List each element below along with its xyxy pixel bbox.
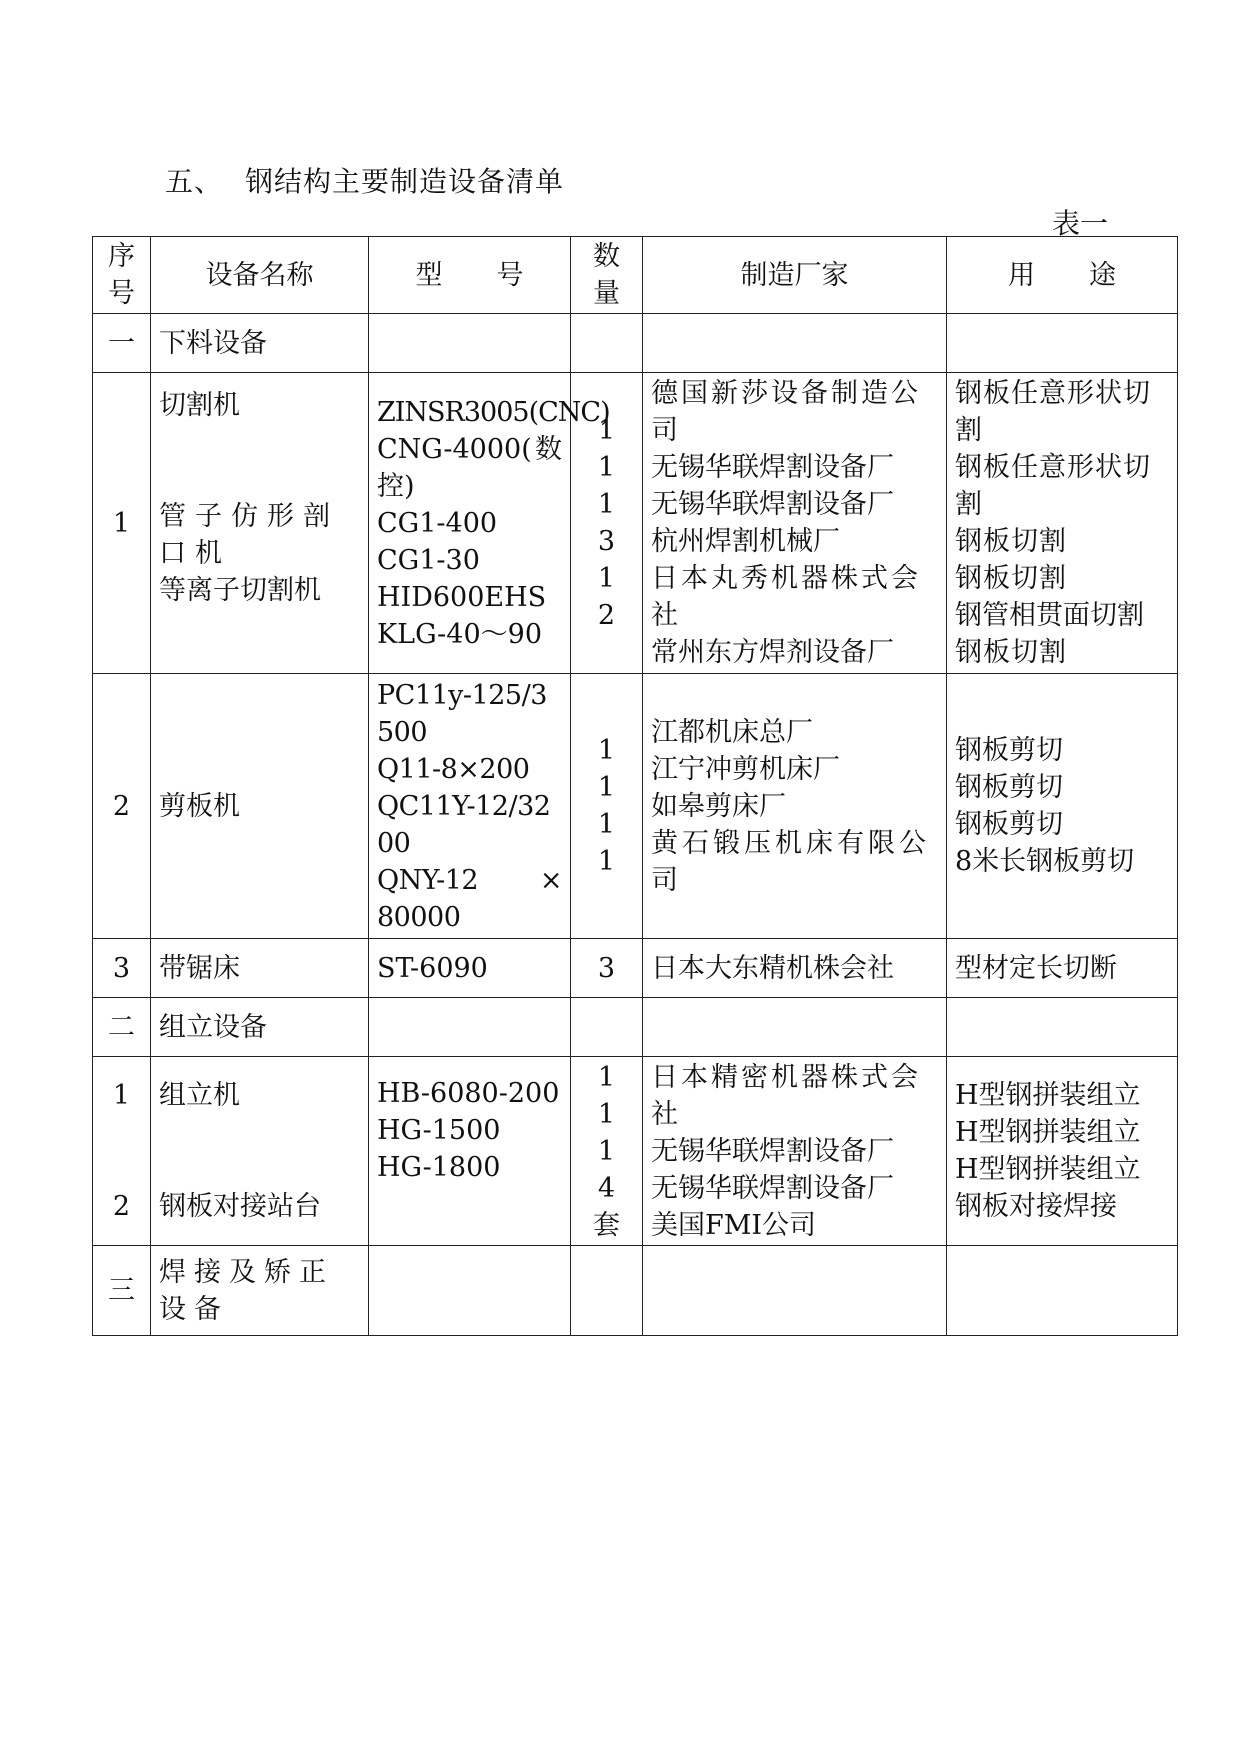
header-qty: 数 量 — [571, 237, 643, 314]
row-makers: 江都机床总厂 江宁冲剪机床厂 如皋剪床厂 黄石锻压机床有限公司 — [643, 674, 947, 939]
row-qty: 1 1 1 3 1 2 — [571, 373, 643, 674]
model-item: 控) — [377, 470, 415, 502]
table-row — [93, 939, 1178, 998]
table-header-row — [93, 237, 1178, 314]
section-name: 组立设备 — [151, 998, 369, 1057]
row-maker: 日本大东精机株会社 — [643, 939, 947, 998]
section-seq: 二 — [93, 998, 151, 1057]
row-qty: 1 1 1 4 套 — [571, 1057, 643, 1246]
row-makers: 日本精密机器株式会社 无锡华联焊割设备厂 无锡华联焊割设备厂 美国FMI公司 — [643, 1057, 947, 1246]
page-heading — [165, 160, 564, 200]
row-uses: 钢板剪切 钢板剪切 钢板剪切 8米长钢板剪切 — [947, 674, 1178, 939]
section-seq: 一 — [93, 314, 151, 373]
row-qty: 3 — [571, 939, 643, 998]
row-models: PC11y-125/3500 Q11-8×200 QC11Y-12/3200 QNY-12 × 80000 — [369, 674, 571, 939]
heading-title: 钢结构主要制造设备清单 — [245, 165, 565, 198]
row-names: 组立机 钢板对接站台 — [151, 1057, 369, 1246]
model-item: CG1-400 — [377, 507, 498, 539]
heading-number: 五、 — [165, 165, 224, 198]
row-seqs: 1 2 — [93, 1057, 151, 1246]
name-item: 切割机 — [159, 390, 240, 421]
row-seq: 2 — [93, 674, 151, 939]
equipment-table — [92, 236, 1178, 1336]
name-item: 等离子切割机 — [159, 575, 321, 606]
model-item-wrapped: CNG-4000( 数 — [377, 433, 562, 465]
row-names — [151, 373, 369, 674]
table-row — [93, 1057, 1178, 1246]
section-row — [93, 998, 1178, 1057]
header-model: 型 号 — [369, 237, 571, 314]
section-row — [93, 314, 1178, 373]
row-makers: 德国新莎设备制造公司 无锡华联焊割设备厂 无锡华联焊割设备厂 杭州焊割机械厂 日本丸秀机器株式会社 常州东方焊剂设备厂 — [643, 373, 947, 674]
row-seq: 3 — [93, 939, 151, 998]
header-name: 设备名称 — [151, 237, 369, 314]
table-row — [93, 674, 1178, 939]
row-uses: H型钢拼装组立 H型钢拼装组立 H型钢拼装组立 钢板对接焊接 — [947, 1057, 1178, 1246]
model-item: CG1-30 — [377, 544, 480, 576]
model-item: ZINSR3005(CNC) — [377, 396, 610, 428]
row-use: 型材定长切断 — [947, 939, 1178, 998]
table-row — [93, 373, 1178, 674]
model-item: KLG-40～90 — [377, 618, 543, 650]
section-name: 焊接及矫正设备 — [151, 1246, 369, 1336]
row-name: 带锯床 — [151, 939, 369, 998]
row-model: ST-6090 — [369, 939, 571, 998]
header-seq: 序 号 — [93, 237, 151, 314]
row-uses: 钢板任意形状切割 钢板任意形状切割 钢板切割 钢板切割 钢管相贯面切割 钢板切割 — [947, 373, 1178, 674]
row-qty: 1 1 1 1 — [571, 674, 643, 939]
section-name: 下料设备 — [151, 314, 369, 373]
name-item: 管子仿形剖口机 — [159, 501, 339, 569]
section-seq: 三 — [93, 1246, 151, 1336]
model-item: HID600EHS — [377, 581, 547, 613]
section-row — [93, 1246, 1178, 1336]
row-models: HB-6080-200 HG-1500 HG-1800 — [369, 1057, 571, 1246]
header-maker: 制造厂家 — [643, 237, 947, 314]
row-name: 剪板机 — [151, 674, 369, 939]
row-seq: 1 — [93, 373, 151, 674]
table-label: 表一 — [1052, 207, 1109, 240]
header-use: 用 途 — [947, 237, 1178, 314]
